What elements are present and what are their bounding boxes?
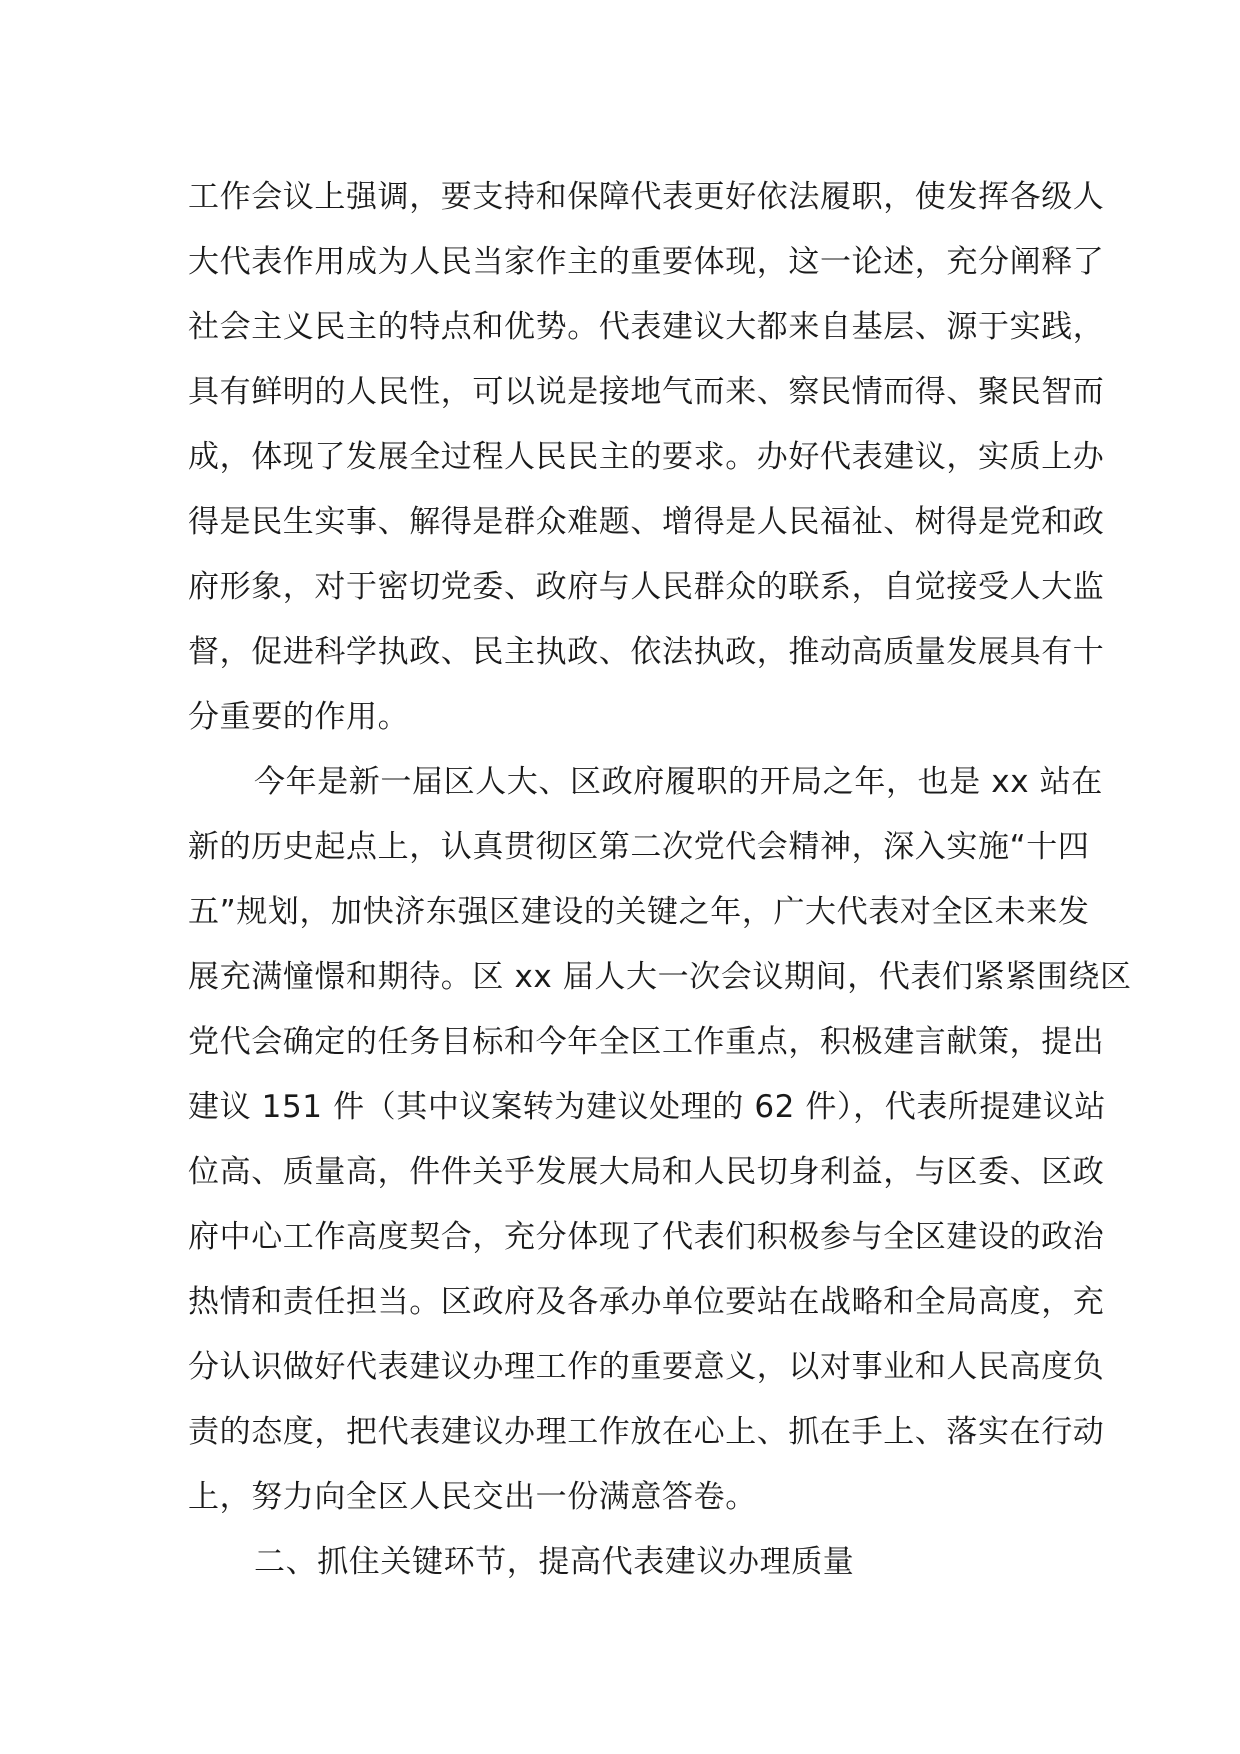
- text-line: 府形象，对于密切党委、政府与人民群众的联系，自觉接受人大监: [188, 569, 1105, 605]
- text-line: 五”规划，加快济东强区建设的关键之年，广大代表对全区未来发: [188, 894, 1090, 930]
- text-line: 成，体现了发展全过程人民民主的要求。办好代表建议，实质上办: [188, 439, 1105, 475]
- text-line: 热情和责任担当。区政府及各承办单位要站在战略和全局高度，充: [188, 1284, 1105, 1320]
- text-line: 建议 151 件（其中议案转为建议处理的 62 件），代表所提建议站: [188, 1089, 1106, 1125]
- paragraph-start-line: 今年是新一届区人大、区政府履职的开局之年，也是 xx 站在: [254, 764, 1103, 800]
- text-line: 府中心工作高度契合，充分体现了代表们积极参与全区建设的政治: [188, 1219, 1105, 1255]
- text-line: 具有鲜明的人民性，可以说是接地气而来、察民情而得、聚民智而: [188, 374, 1105, 410]
- text-line: 督，促进科学执政、民主执政、依法执政，推动高质量发展具有十: [188, 634, 1105, 670]
- text-line: 工作会议上强调，要支持和保障代表更好依法履职，使发挥各级人: [188, 179, 1105, 215]
- text-line: 展充满憧憬和期待。区 xx 届人大一次会议期间，代表们紧紧围绕区: [188, 959, 1132, 995]
- text-line: 社会主义民主的特点和优势。代表建议大都来自基层、源于实践，: [188, 309, 1105, 345]
- text-line: 新的历史起点上，认真贯彻区第二次党代会精神，深入实施“十四: [188, 829, 1090, 865]
- text-line: 分认识做好代表建议办理工作的重要意义，以对事业和人民高度负: [188, 1349, 1105, 1385]
- text-line: 责的态度，把代表建议办理工作放在心上、抓在手上、落实在行动: [188, 1414, 1105, 1450]
- text-line: 分重要的作用。: [188, 699, 410, 735]
- document-body: [188, 165, 1132, 1595]
- section-heading: 二、抓住关键环节，提高代表建议办理质量: [254, 1544, 855, 1580]
- text-line: 党代会确定的任务目标和今年全区工作重点，积极建言献策，提出: [188, 1024, 1105, 1060]
- text-line: 得是民生实事、解得是群众难题、增得是人民福祉、树得是党和政: [188, 504, 1105, 540]
- text-line: 大代表作用成为人民当家作主的重要体现，这一论述，充分阐释了: [188, 244, 1105, 280]
- text-line: 上，努力向全区人民交出一份满意答卷。: [188, 1479, 757, 1515]
- text-line: 位高、质量高，件件关乎发展大局和人民切身利益，与区委、区政: [188, 1154, 1105, 1190]
